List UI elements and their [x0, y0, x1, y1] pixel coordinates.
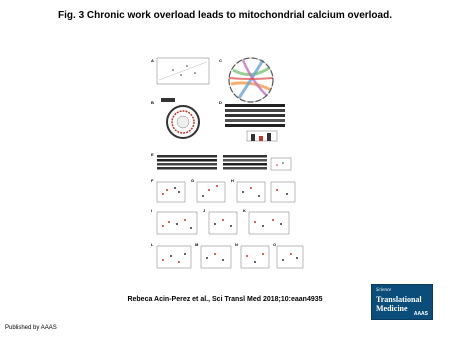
svg-text:L: L [151, 242, 154, 247]
svg-text:C: C [219, 58, 222, 63]
panel-c [219, 58, 273, 102]
panels-f-h [151, 178, 295, 202]
svg-text:G: G [191, 178, 195, 183]
figure-title: Fig. 3 Chronic work overload leads to mitochondrial calcium overload. [58, 10, 392, 21]
figure-image [143, 40, 307, 285]
citation: Rebeca Acin-Perez et al., Sci Transl Med 2018;10:eaan4935 [127, 296, 323, 303]
svg-text:H: H [231, 178, 234, 183]
svg-text:D: D [219, 100, 222, 105]
svg-text:F: F [151, 178, 154, 183]
panels-l-o [151, 242, 303, 268]
svg-text:A: A [151, 58, 154, 63]
logo-line-translational: Translational [376, 295, 422, 304]
logo-line-aaas: AAAS [413, 311, 428, 317]
publisher-note: Published by AAAS [5, 325, 57, 331]
panel-d [219, 100, 285, 141]
svg-text:K: K [243, 208, 246, 213]
panel-e [151, 152, 291, 170]
logo-line-medicine: Medicine [376, 304, 408, 313]
svg-text:B: B [151, 100, 154, 105]
panel-a [151, 58, 209, 84]
svg-text:O: O [273, 242, 277, 247]
svg-text:M: M [195, 242, 199, 247]
svg-text:I: I [151, 208, 153, 213]
panel-b [151, 98, 199, 138]
logo-line-science: Science [376, 288, 392, 293]
svg-text:N: N [235, 242, 238, 247]
svg-text:E: E [151, 152, 154, 157]
svg-text:J: J [203, 208, 206, 213]
panels-i-k [151, 208, 289, 234]
journal-logo [371, 284, 433, 320]
